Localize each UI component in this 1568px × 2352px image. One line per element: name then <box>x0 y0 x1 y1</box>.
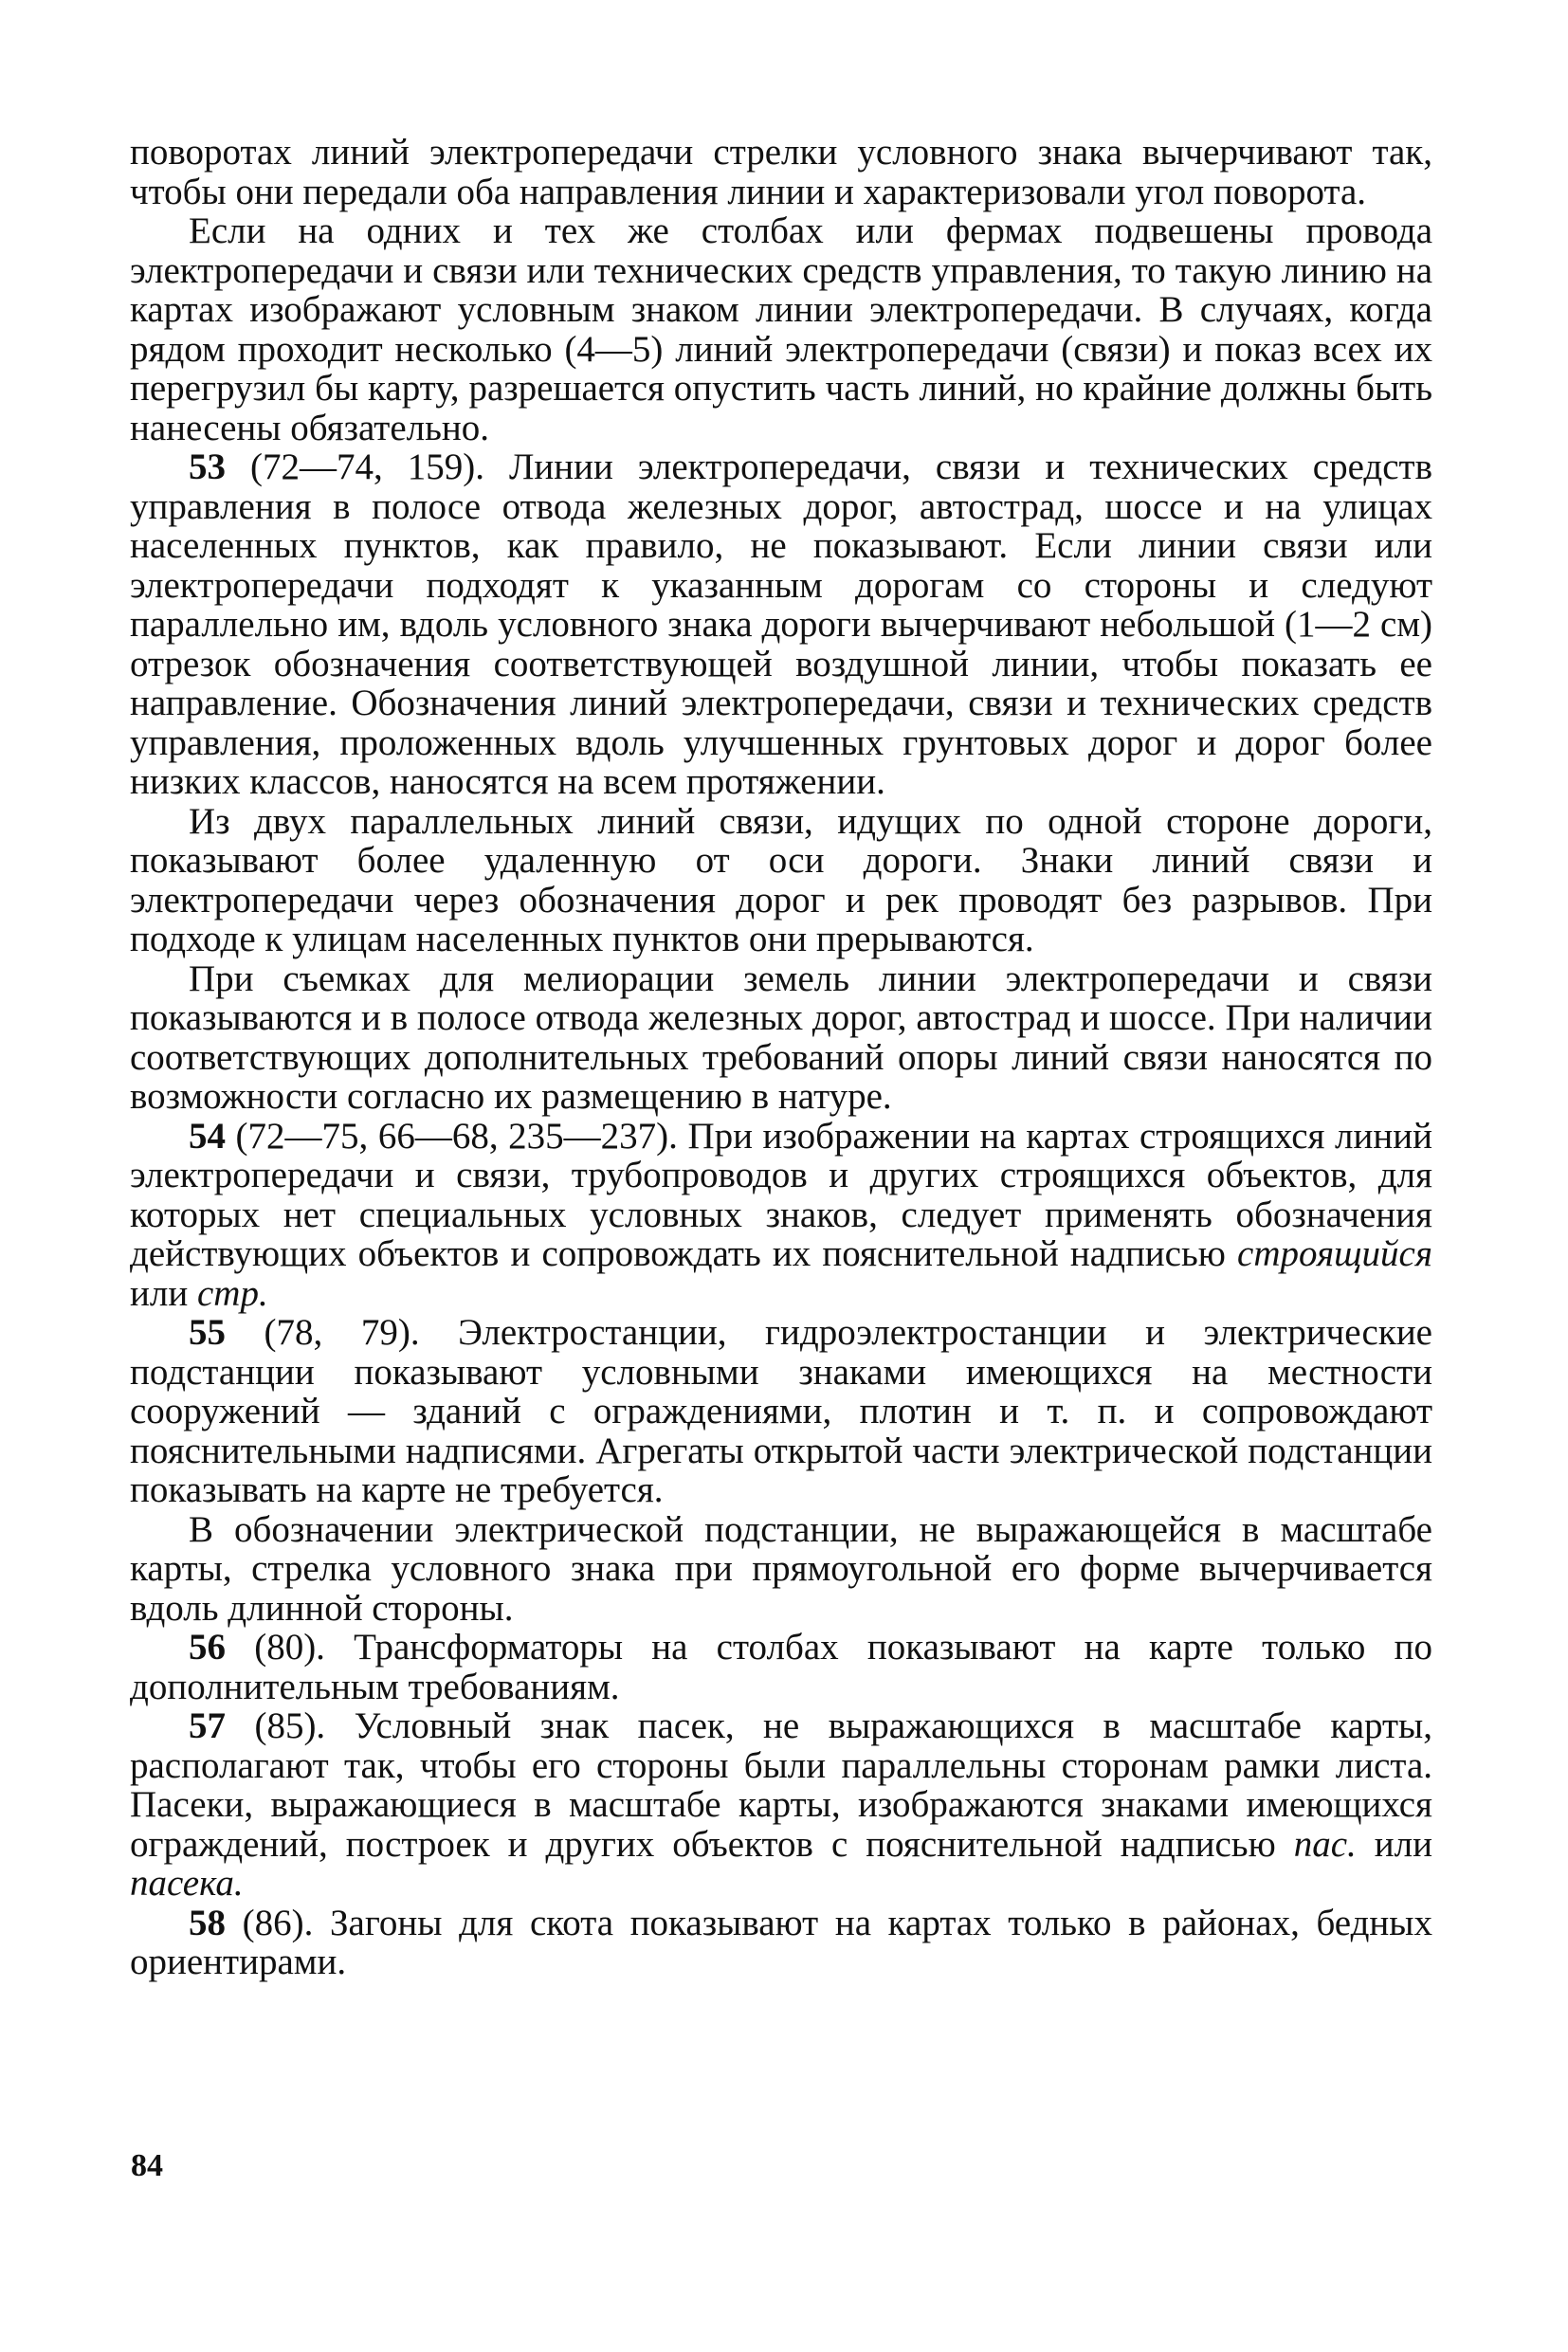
paragraph-text: или <box>1356 1823 1432 1865</box>
paragraph: При съемках для мелиорации земель линии электропередачи и связи показываются и в полосе отвода железных дорог, автострад и шоссе. При наличии соответствующих дополнительных требований опоры линий связи наносятся по возможности согласно их размещению в натуре. <box>130 957 1432 1117</box>
paragraph-text: или <box>130 1272 197 1314</box>
paragraph-text: (80). Трансформаторы на столбах показывают на карте только по дополнительным требованиям. <box>130 1627 1432 1707</box>
paragraph-54 <box>130 1117 1432 1314</box>
paragraph-number: 54 <box>189 1115 226 1157</box>
paragraph-text: (72—74, 159). Линии электропередачи, связи и технических средств управления в полосе отвода железных дорог, автострад, шоссе и на улицах населенных пунктов, как правило, не показывают. Если линии связи или электропередачи подходят к указанным дорогам со стороны и следуют параллельно им, вдоль условного знака дороги вычерчивают небольшой (1—2 см) отрезок обозначения соответствующей воздушной линии, чтобы показать ее направление. Обозначения линий электропередачи, связи и технических средств управления, проложенных вдоль улучшенных грунтовых дорог и дорог более низких классов, наносятся на всем протяжении. <box>130 447 1432 802</box>
paragraph-number: 55 <box>189 1312 226 1353</box>
body-text <box>130 133 1432 1982</box>
paragraph-continuation: поворотах линий электропередачи стрелки условного знака вычерчивают так, чтобы они передали оба направления линии и характеризовали угол поворота. <box>130 132 1432 212</box>
italic-term: строящийся <box>1237 1233 1432 1274</box>
paragraph-text: (86). Загоны для скота показывают на картах только в районах, бедных ориентирами. <box>130 1902 1432 1982</box>
paragraph: Если на одних и тех же столбах или фермах подвешены провода электропередачи и связи или технических средств управления, то такую линию на картах изображают условным знаком линии электропередачи. В случаях, когда рядом проходит несколько (4—5) линий электропередачи (связи) и показ всех их перегрузил бы карту, разрешается опустить часть линий, но крайние должны быть нанесены обязательно. <box>130 210 1432 448</box>
page-number: 84 <box>131 2148 163 2183</box>
paragraph-text: (78, 79). Электростанции, гидроэлектростанции и электрические подстанции показывают условными знаками имеющихся на местности сооружений — зданий с ограждениями, плотин и т. п. и сопровождают пояснительными надписями. Агрегаты открытой части электрической подстанции показывать на карте не требуется. <box>130 1312 1432 1510</box>
paragraph: Из двух параллельных линий связи, идущих по одной стороне дороги, показывают более удаленную от оси дороги. Знаки линий связи и электропередачи через обозначения дорог и рек проводят без разрывов. При подходе к улицам населенных пунктов они прерываются. <box>130 800 1432 959</box>
paragraph-text: (85). Условный знак пасек, не выражающихся в масштабе карты, располагают так, чтобы его стороны были параллельны сторонам рамки листа. Пасеки, выражающиеся в масштабе карты, изображаются знаками имеющихся ограждений, построек и других объектов с пояснительной надписью <box>130 1705 1432 1865</box>
paragraph-number: 57 <box>189 1705 226 1746</box>
paragraph-number: 56 <box>189 1627 226 1668</box>
italic-term: стр. <box>196 1272 268 1314</box>
paragraph-57 <box>130 1706 1432 1904</box>
paragraph-text: (72—75, 66—68, 235—237). При изображении на картах строящихся линий электропередачи и связи, трубопроводов и других строящихся объектов, для которых нет специальных условных знаков, следует применять обозначения действующих объектов и сопровождать их пояснительной надписью <box>130 1115 1432 1274</box>
paragraph-number: 53 <box>189 447 226 487</box>
paragraph-53 <box>130 447 1432 802</box>
italic-term: пасека. <box>130 1863 244 1904</box>
paragraph: В обозначении электрической подстанции, не выражающейся в масштабе карты, стрелка условного знака при прямоугольной его форме вычерчивается вдоль длинной стороны. <box>130 1508 1432 1629</box>
paragraph-number: 58 <box>189 1902 226 1943</box>
paragraph-58 <box>130 1904 1432 1982</box>
paragraph-55 <box>130 1313 1432 1510</box>
paragraph-56 <box>130 1628 1432 1706</box>
italic-term: пас. <box>1293 1823 1357 1865</box>
